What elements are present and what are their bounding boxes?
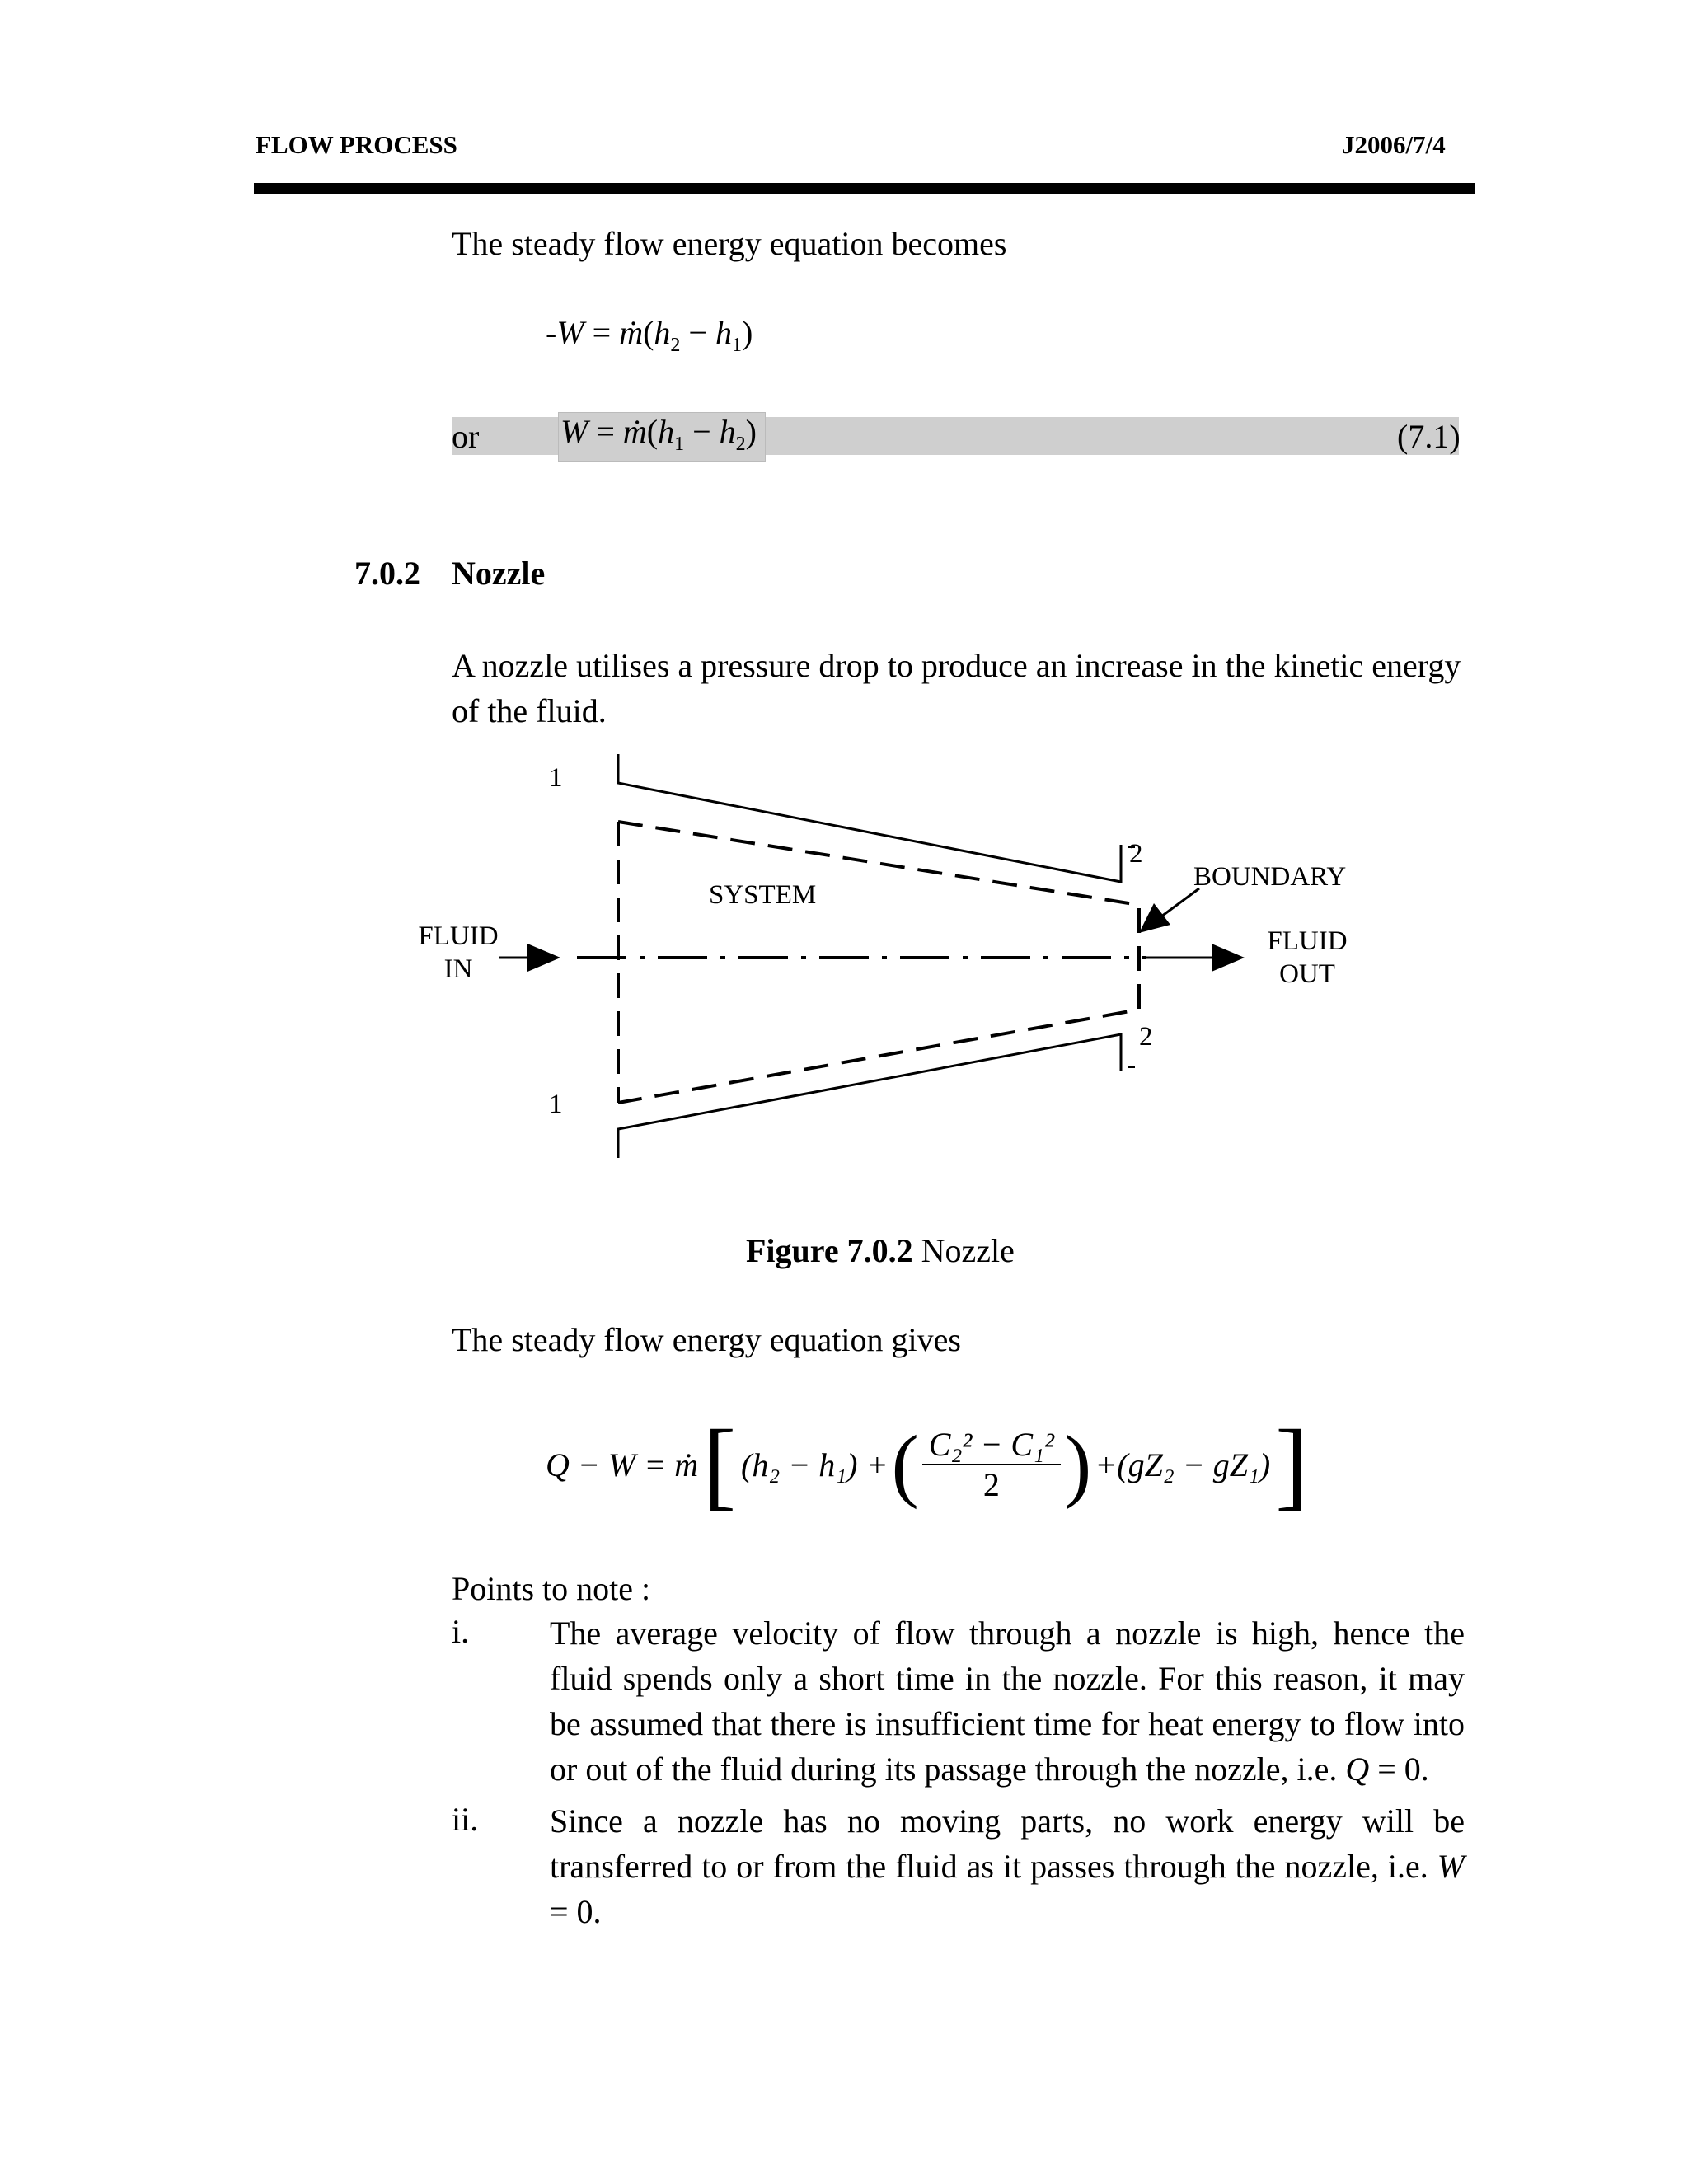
note-2-tail: = 0. [550,1893,602,1930]
equation-1: $-W = ṁ(h_2 - h_1)$ [546,314,753,356]
note-2-marker: ii. [452,1801,479,1838]
system-boundary-top [618,822,1139,1103]
intro-text: The steady flow energy equation becomes [452,225,1007,262]
nozzle-top-wall [618,754,1121,882]
header-rule [254,183,1475,194]
label-system: SYSTEM [709,880,817,910]
label-fluid-out-line1: FLUID [1267,926,1348,956]
note-1-var: Q [1345,1750,1370,1788]
label-fluid-in-line1: FLUID [418,921,499,951]
label-section-2-bottom: 2 [1139,1022,1153,1052]
eq1-minus: − [688,314,707,351]
label-section-1-top: 1 [549,763,563,793]
fluid-out-arrow-icon [1212,944,1245,972]
header-left: FLOW PROCESS [256,130,457,159]
eq1-mdot: ṁ [619,314,644,351]
note-2-var: W [1437,1848,1465,1885]
eq2-h1: h [658,413,675,450]
label-boundary: BOUNDARY [1193,862,1347,892]
section-number: 7.0.2 [354,555,420,592]
label-section-1-bottom: 1 [549,1090,563,1119]
eq2-lhs: W [560,413,588,450]
boundary-pointer-icon [1139,903,1170,933]
label-fluid-in [409,920,508,986]
para-nozzle-intro: A nozzle utilises a pressure drop to produce an increase in the kinetic energy of the fluid. [452,647,1461,729]
note-2-text: Since a nozzle has no moving parts, no work energy will be transferred to or from the fluid as it passes through the nozzle, i.e. [550,1802,1465,1885]
label-fluid-out [1258,925,1357,991]
sfee-lhs: Q − W = ṁ [546,1446,699,1483]
eq1-equals: = [592,314,612,351]
sfee-equation: Q − W = ṁ [ (h₂ − h₁) + ( $\frac{\text{C₂² − C₁²}}{2}$ ) +(gZ₂ − gZ₁) ] [546,1409,1309,1519]
caption-label: Figure 7.0.2 [746,1232,913,1269]
eq2-h2-sub: 2 [735,434,746,455]
note-2 [550,1798,1465,1934]
sfee-denominator: 2 [982,1466,1000,1503]
note-1-tail: = 0. [1377,1750,1429,1788]
sfee-fraction [922,1425,1061,1504]
eq1-h2: h [654,314,671,351]
sfee-term3: +(gZ₂ − gZ₁) [1095,1446,1271,1483]
notes-title: Points to note : [452,1570,651,1607]
fluid-in-arrow-icon [528,944,560,972]
nozzle-diagram [396,742,1385,1170]
note-1-text: The average velocity of flow through a nozzle is high, hence the fluid spends only a short time in the nozzle. For this reason, it may be assumed that there is insufficient time for heat energy to flow into or out of the fluid during its passage through the nozzle, i.e. [550,1615,1465,1788]
eq2-h1-sub: 1 [674,434,685,455]
sfee-term1: (h₂ − h₁) + [741,1446,889,1483]
eq1-h1-sub: 1 [731,335,742,356]
eq2-number: (7.1) [1397,418,1461,455]
header-right: J2006/7/4 [1342,130,1446,159]
eq1-h1: h [715,314,732,351]
section-title: Nozzle [452,555,546,592]
sfee-numerator: C₂² − C₁² [922,1425,1061,1465]
eq2-mdot: ṁ [622,413,647,450]
note-1 [550,1610,1465,1792]
para-sfee-intro: The steady flow energy equation gives [452,1321,961,1358]
eq1-h2-sub: 2 [670,335,681,356]
label-section-2-top: 2 [1129,839,1143,869]
nozzle-bottom-wall [618,1034,1121,1158]
eq1-lhs: -W [546,314,584,351]
note-1-marker: i. [452,1613,470,1650]
caption-text: Nozzle [921,1232,1015,1269]
label-fluid-out-line2: OUT [1279,959,1335,989]
eq2-minus: − [692,413,711,450]
eq2-or: or [452,418,480,455]
eq2-h2: h [719,413,736,450]
figure-caption [746,1228,1015,1273]
label-fluid-in-line2: IN [443,954,473,984]
eq2-equals: = [596,413,615,450]
equation-2: $W = ṁ(h_1 - h_2)$ [560,413,757,455]
